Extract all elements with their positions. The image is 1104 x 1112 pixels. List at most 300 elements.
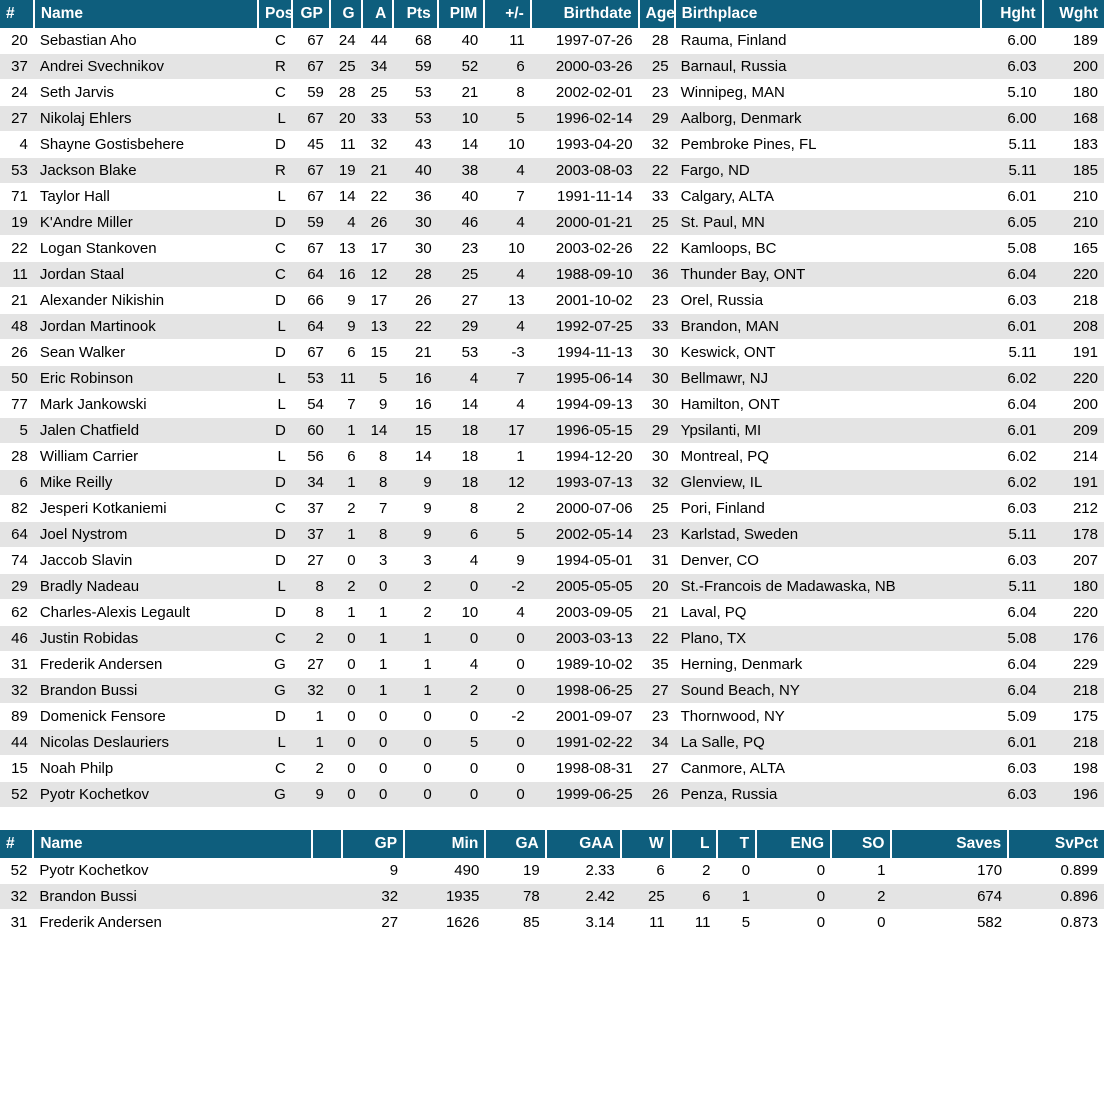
table-cell: 40	[393, 158, 437, 184]
table-cell: 2	[292, 756, 330, 782]
table-cell: L	[258, 730, 292, 756]
table-cell: 18	[438, 470, 485, 496]
table-cell: 44	[0, 730, 34, 756]
table-cell: 210	[1043, 210, 1104, 236]
table-cell: 0	[330, 756, 362, 782]
table-cell: 59	[393, 54, 437, 80]
table-cell: 1	[292, 730, 330, 756]
table-cell: 33	[639, 314, 675, 340]
table-cell: 9	[393, 522, 437, 548]
table-cell: 200	[1043, 54, 1104, 80]
table-row[interactable]	[0, 626, 1104, 652]
table-cell: 6	[330, 340, 362, 366]
table-cell: 9	[292, 782, 330, 808]
table-cell: 21	[362, 158, 394, 184]
table-cell: 209	[1043, 418, 1104, 444]
table-cell: G	[258, 782, 292, 808]
table-cell: 67	[292, 158, 330, 184]
table-cell: 11	[484, 28, 531, 54]
table-cell: 2.33	[546, 858, 621, 884]
table-cell: 6.04	[981, 600, 1042, 626]
table-cell: 64	[292, 314, 330, 340]
table-cell: D	[258, 418, 292, 444]
table-cell: 67	[292, 340, 330, 366]
table-cell: 66	[292, 288, 330, 314]
table-cell: 13	[330, 236, 362, 262]
table-row[interactable]	[0, 884, 1104, 910]
skaters-col-height[interactable]: Hght	[981, 0, 1042, 28]
table-cell: 6	[484, 54, 531, 80]
table-cell: 5	[362, 366, 394, 392]
table-cell: 212	[1043, 496, 1104, 522]
table-cell: 1994-12-20	[531, 444, 639, 470]
table-row[interactable]	[0, 132, 1104, 158]
table-cell: St.-Francois de Madawaska, NB	[675, 574, 982, 600]
table-cell: 196	[1043, 782, 1104, 808]
table-cell: 191	[1043, 470, 1104, 496]
table-cell: 30	[639, 392, 675, 418]
table-cell: 4	[438, 548, 485, 574]
table-cell: 27	[0, 106, 34, 132]
table-cell: 8	[362, 522, 394, 548]
table-row[interactable]	[0, 470, 1104, 496]
table-cell: Canmore, ALTA	[675, 756, 982, 782]
table-cell: Pori, Finland	[675, 496, 982, 522]
table-cell: Taylor Hall	[34, 184, 258, 210]
table-cell: 5.11	[981, 340, 1042, 366]
table-row[interactable]	[0, 418, 1104, 444]
table-cell: 29	[438, 314, 485, 340]
table-cell: La Salle, PQ	[675, 730, 982, 756]
table-cell: 176	[1043, 626, 1104, 652]
skaters-col-weight[interactable]: Wght	[1043, 0, 1104, 28]
table-cell: L	[258, 574, 292, 600]
table-row[interactable]	[0, 392, 1104, 418]
goalies-header-row	[0, 830, 1104, 858]
table-cell: 6.03	[981, 548, 1042, 574]
table-cell: 12	[362, 262, 394, 288]
table-row[interactable]	[0, 366, 1104, 392]
table-row[interactable]	[0, 600, 1104, 626]
table-cell: 52	[438, 54, 485, 80]
table-cell: Nikolaj Ehlers	[34, 106, 258, 132]
table-cell: 22	[639, 236, 675, 262]
table-cell: Pembroke Pines, FL	[675, 132, 982, 158]
table-cell: 32	[342, 884, 404, 910]
table-cell: 220	[1043, 366, 1104, 392]
table-cell: 2	[438, 678, 485, 704]
table-cell: C	[258, 28, 292, 54]
table-cell: Thunder Bay, ONT	[675, 262, 982, 288]
table-cell: 1996-02-14	[531, 106, 639, 132]
table-cell: Frederik Andersen	[34, 652, 258, 678]
goalies-col-ga[interactable]: GA	[485, 830, 545, 858]
table-cell: 183	[1043, 132, 1104, 158]
table-cell: 4	[330, 210, 362, 236]
table-cell: 5.08	[981, 236, 1042, 262]
table-row[interactable]	[0, 574, 1104, 600]
table-cell: 44	[362, 28, 394, 54]
goalies-col-name[interactable]: Name	[33, 830, 312, 858]
table-cell: 189	[1043, 28, 1104, 54]
table-row[interactable]	[0, 756, 1104, 782]
table-cell: 17	[362, 236, 394, 262]
table-cell: 23	[438, 236, 485, 262]
table-cell: 24	[330, 28, 362, 54]
table-row[interactable]	[0, 496, 1104, 522]
table-cell: 23	[639, 288, 675, 314]
table-cell: D	[258, 340, 292, 366]
table-cell: 31	[639, 548, 675, 574]
table-cell: Andrei Svechnikov	[34, 54, 258, 80]
table-cell: R	[258, 54, 292, 80]
table-cell: 13	[484, 288, 531, 314]
table-cell: 4	[0, 132, 34, 158]
goalies-col-w[interactable]: W	[621, 830, 671, 858]
table-row[interactable]	[0, 444, 1104, 470]
table-cell: 1998-06-25	[531, 678, 639, 704]
table-row[interactable]	[0, 522, 1104, 548]
table-cell: 21	[438, 80, 485, 106]
table-cell: 198	[1043, 756, 1104, 782]
table-cell: 1989-10-02	[531, 652, 639, 678]
table-cell: 15	[0, 756, 34, 782]
table-cell: Alexander Nikishin	[34, 288, 258, 314]
table-cell: 0	[484, 678, 531, 704]
table-cell: Fargo, ND	[675, 158, 982, 184]
table-row[interactable]	[0, 262, 1104, 288]
skaters-col-birthdate[interactable]: Birthdate	[531, 0, 639, 28]
table-cell: 3	[362, 548, 394, 574]
table-cell: 1	[362, 600, 394, 626]
table-cell: 6.05	[981, 210, 1042, 236]
goalies-col-blank	[312, 830, 341, 858]
table-cell: 0	[438, 574, 485, 600]
table-cell: 32	[639, 132, 675, 158]
table-row[interactable]	[0, 80, 1104, 106]
table-cell: 2003-02-26	[531, 236, 639, 262]
table-cell: 1	[330, 522, 362, 548]
table-cell: 67	[292, 54, 330, 80]
table-cell: Plano, TX	[675, 626, 982, 652]
table-cell: 22	[639, 158, 675, 184]
table-cell: Sebastian Aho	[34, 28, 258, 54]
table-cell: 35	[639, 652, 675, 678]
skaters-col-gp[interactable]: GP	[292, 0, 330, 28]
table-cell: Bellmawr, NJ	[675, 366, 982, 392]
goalies-col-t[interactable]: T	[717, 830, 757, 858]
table-cell: 178	[1043, 522, 1104, 548]
table-cell: -2	[484, 704, 531, 730]
table-cell: 1	[362, 626, 394, 652]
table-cell: 13	[362, 314, 394, 340]
goalies-table	[0, 830, 1104, 936]
table-cell: 59	[292, 80, 330, 106]
table-cell: 37	[292, 522, 330, 548]
table-cell: 0	[717, 858, 757, 884]
goalies-col-svpct[interactable]: SvPct	[1008, 830, 1104, 858]
goalies-col-gaa[interactable]: GAA	[546, 830, 621, 858]
table-cell: Seth Jarvis	[34, 80, 258, 106]
table-cell: 2002-02-01	[531, 80, 639, 106]
table-cell: 4	[484, 210, 531, 236]
table-cell: 10	[484, 132, 531, 158]
skaters-col-pos[interactable]: Pos	[258, 0, 292, 28]
skaters-col-pts[interactable]: Pts	[393, 0, 437, 28]
skaters-col-age[interactable]: Age	[639, 0, 675, 28]
table-cell: D	[258, 288, 292, 314]
skaters-body	[0, 28, 1104, 808]
table-cell: D	[258, 600, 292, 626]
table-cell: 25	[621, 884, 671, 910]
table-cell: L	[258, 444, 292, 470]
table-row[interactable]	[0, 28, 1104, 54]
skaters-col-a[interactable]: A	[362, 0, 394, 28]
table-cell: 21	[639, 600, 675, 626]
table-cell: 2001-10-02	[531, 288, 639, 314]
table-cell: 19	[330, 158, 362, 184]
table-cell: 6.03	[981, 288, 1042, 314]
table-cell: 191	[1043, 340, 1104, 366]
table-cell: 1	[362, 652, 394, 678]
table-cell: 2002-05-14	[531, 522, 639, 548]
table-cell: 5.11	[981, 522, 1042, 548]
table-cell: Rauma, Finland	[675, 28, 982, 54]
table-row[interactable]	[0, 730, 1104, 756]
table-cell: 50	[0, 366, 34, 392]
table-cell: 0	[756, 858, 831, 884]
table-cell: 0	[330, 782, 362, 808]
table-cell: D	[258, 522, 292, 548]
table-cell: Domenick Fensore	[34, 704, 258, 730]
skaters-col-g[interactable]: G	[330, 0, 362, 28]
table-cell: 2	[671, 858, 717, 884]
table-cell: 38	[438, 158, 485, 184]
table-row[interactable]	[0, 236, 1104, 262]
table-cell: 7	[362, 496, 394, 522]
table-cell: 180	[1043, 574, 1104, 600]
table-cell: 23	[639, 704, 675, 730]
table-cell: 28	[393, 262, 437, 288]
table-cell: 4	[438, 652, 485, 678]
table-cell: C	[258, 496, 292, 522]
table-cell: 2000-07-06	[531, 496, 639, 522]
table-cell: 67	[292, 184, 330, 210]
goalies-col-eng[interactable]: ENG	[756, 830, 831, 858]
table-cell: 1992-07-25	[531, 314, 639, 340]
table-cell: 2000-01-21	[531, 210, 639, 236]
table-cell: C	[258, 236, 292, 262]
table-cell: 6.04	[981, 652, 1042, 678]
table-cell: 4	[484, 600, 531, 626]
table-cell: 52	[0, 858, 33, 884]
table-cell: 0	[438, 782, 485, 808]
table-row[interactable]	[0, 704, 1104, 730]
table-cell: -2	[484, 574, 531, 600]
table-cell: 1	[362, 678, 394, 704]
table-row[interactable]	[0, 210, 1104, 236]
table-cell: 1997-07-26	[531, 28, 639, 54]
table-cell: 5.10	[981, 80, 1042, 106]
table-row[interactable]	[0, 910, 1104, 936]
table-cell: 6.03	[981, 756, 1042, 782]
table-cell: C	[258, 262, 292, 288]
table-cell: Noah Philp	[34, 756, 258, 782]
table-cell: 67	[292, 28, 330, 54]
table-cell	[312, 910, 341, 936]
table-cell: 67	[292, 106, 330, 132]
table-cell: 89	[0, 704, 34, 730]
table-cell: 10	[484, 236, 531, 262]
table-cell: 6.04	[981, 678, 1042, 704]
table-cell: 40	[438, 28, 485, 54]
table-cell: 27	[292, 652, 330, 678]
table-cell: C	[258, 756, 292, 782]
table-cell: 56	[292, 444, 330, 470]
table-cell: Brandon, MAN	[675, 314, 982, 340]
table-row[interactable]	[0, 678, 1104, 704]
table-row[interactable]	[0, 858, 1104, 884]
table-cell: Brandon Bussi	[34, 678, 258, 704]
skaters-col-birthplace[interactable]: Birthplace	[675, 0, 982, 28]
table-cell: 5	[484, 106, 531, 132]
table-cell: 33	[639, 184, 675, 210]
table-row[interactable]	[0, 158, 1104, 184]
table-cell: 20	[0, 28, 34, 54]
table-cell: 5.11	[981, 574, 1042, 600]
table-row[interactable]	[0, 54, 1104, 80]
table-row[interactable]	[0, 782, 1104, 808]
skaters-col-name[interactable]: Name	[34, 0, 258, 28]
table-cell: 53	[292, 366, 330, 392]
table-cell: 1	[393, 652, 437, 678]
table-cell: 1995-06-14	[531, 366, 639, 392]
skaters-col-pim[interactable]: PIM	[438, 0, 485, 28]
table-cell: 1	[484, 444, 531, 470]
table-cell: 53	[393, 106, 437, 132]
table-cell: 30	[639, 444, 675, 470]
table-cell: 0	[330, 704, 362, 730]
table-cell: 6	[330, 444, 362, 470]
table-cell: 30	[639, 366, 675, 392]
table-row[interactable]	[0, 106, 1104, 132]
table-cell: 22	[362, 184, 394, 210]
table-cell: 2	[330, 496, 362, 522]
table-cell: 1994-11-13	[531, 340, 639, 366]
table-cell: 9	[330, 314, 362, 340]
table-cell: 2005-05-05	[531, 574, 639, 600]
table-cell: 10	[438, 600, 485, 626]
table-cell: L	[258, 314, 292, 340]
table-cell: 1994-09-13	[531, 392, 639, 418]
goalies-col-number[interactable]: #	[0, 830, 33, 858]
table-row[interactable]	[0, 314, 1104, 340]
table-cell: 0	[362, 704, 394, 730]
table-cell: Montreal, PQ	[675, 444, 982, 470]
table-cell: C	[258, 80, 292, 106]
table-cell: 5.08	[981, 626, 1042, 652]
table-cell: 53	[393, 80, 437, 106]
table-cell: 0	[438, 756, 485, 782]
table-cell: 210	[1043, 184, 1104, 210]
table-row[interactable]	[0, 548, 1104, 574]
table-cell: -3	[484, 340, 531, 366]
table-row[interactable]	[0, 652, 1104, 678]
skaters-col-number[interactable]: #	[0, 0, 34, 28]
table-cell: 27	[639, 756, 675, 782]
table-cell: 5	[484, 522, 531, 548]
table-cell: L	[258, 392, 292, 418]
table-cell: 9	[362, 392, 394, 418]
goalies-col-min[interactable]: Min	[404, 830, 485, 858]
table-cell: 6.01	[981, 314, 1042, 340]
table-cell: 14	[438, 132, 485, 158]
table-cell: G	[258, 652, 292, 678]
table-cell: 6.03	[981, 782, 1042, 808]
table-cell: 0	[362, 730, 394, 756]
table-cell: 12	[484, 470, 531, 496]
table-cell: D	[258, 132, 292, 158]
table-cell: 0	[393, 730, 437, 756]
table-row[interactable]	[0, 288, 1104, 314]
table-cell: 17	[484, 418, 531, 444]
table-cell: 6.01	[981, 184, 1042, 210]
table-cell: 0	[438, 626, 485, 652]
table-cell: 28	[0, 444, 34, 470]
table-cell: 10	[438, 106, 485, 132]
table-cell: 9	[393, 496, 437, 522]
table-cell: 1	[292, 704, 330, 730]
table-cell: Keswick, ONT	[675, 340, 982, 366]
table-cell: 0.896	[1008, 884, 1104, 910]
goalies-col-l[interactable]: L	[671, 830, 717, 858]
table-cell: 6	[0, 470, 34, 496]
table-cell: 2001-09-07	[531, 704, 639, 730]
table-cell: 32	[292, 678, 330, 704]
table-cell: 2	[292, 626, 330, 652]
table-cell: 8	[362, 470, 394, 496]
table-cell: 21	[393, 340, 437, 366]
goalies-col-so[interactable]: SO	[831, 830, 891, 858]
table-cell: 0	[330, 678, 362, 704]
table-cell: Pyotr Kochetkov	[33, 858, 312, 884]
table-cell: 6	[671, 884, 717, 910]
table-cell: 5.09	[981, 704, 1042, 730]
table-cell: 2	[393, 600, 437, 626]
table-row[interactable]	[0, 184, 1104, 210]
table-cell: Sound Beach, NY	[675, 678, 982, 704]
table-cell: 6.03	[981, 496, 1042, 522]
skaters-col-plusminus[interactable]: +/-	[484, 0, 531, 28]
goalies-col-saves[interactable]: Saves	[891, 830, 1008, 858]
goalies-col-gp[interactable]: GP	[342, 830, 404, 858]
table-cell: 19	[0, 210, 34, 236]
table-cell: 8	[484, 80, 531, 106]
table-cell: 9	[484, 548, 531, 574]
table-cell: 33	[362, 106, 394, 132]
table-cell: 0	[330, 652, 362, 678]
table-cell: 0.899	[1008, 858, 1104, 884]
table-row[interactable]	[0, 340, 1104, 366]
table-cell: 48	[0, 314, 34, 340]
table-cell: 28	[330, 80, 362, 106]
table-cell: Eric Robinson	[34, 366, 258, 392]
table-cell: 6.01	[981, 418, 1042, 444]
table-cell: Orel, Russia	[675, 288, 982, 314]
table-cell: 7	[330, 392, 362, 418]
table-cell: R	[258, 158, 292, 184]
table-cell: 45	[292, 132, 330, 158]
